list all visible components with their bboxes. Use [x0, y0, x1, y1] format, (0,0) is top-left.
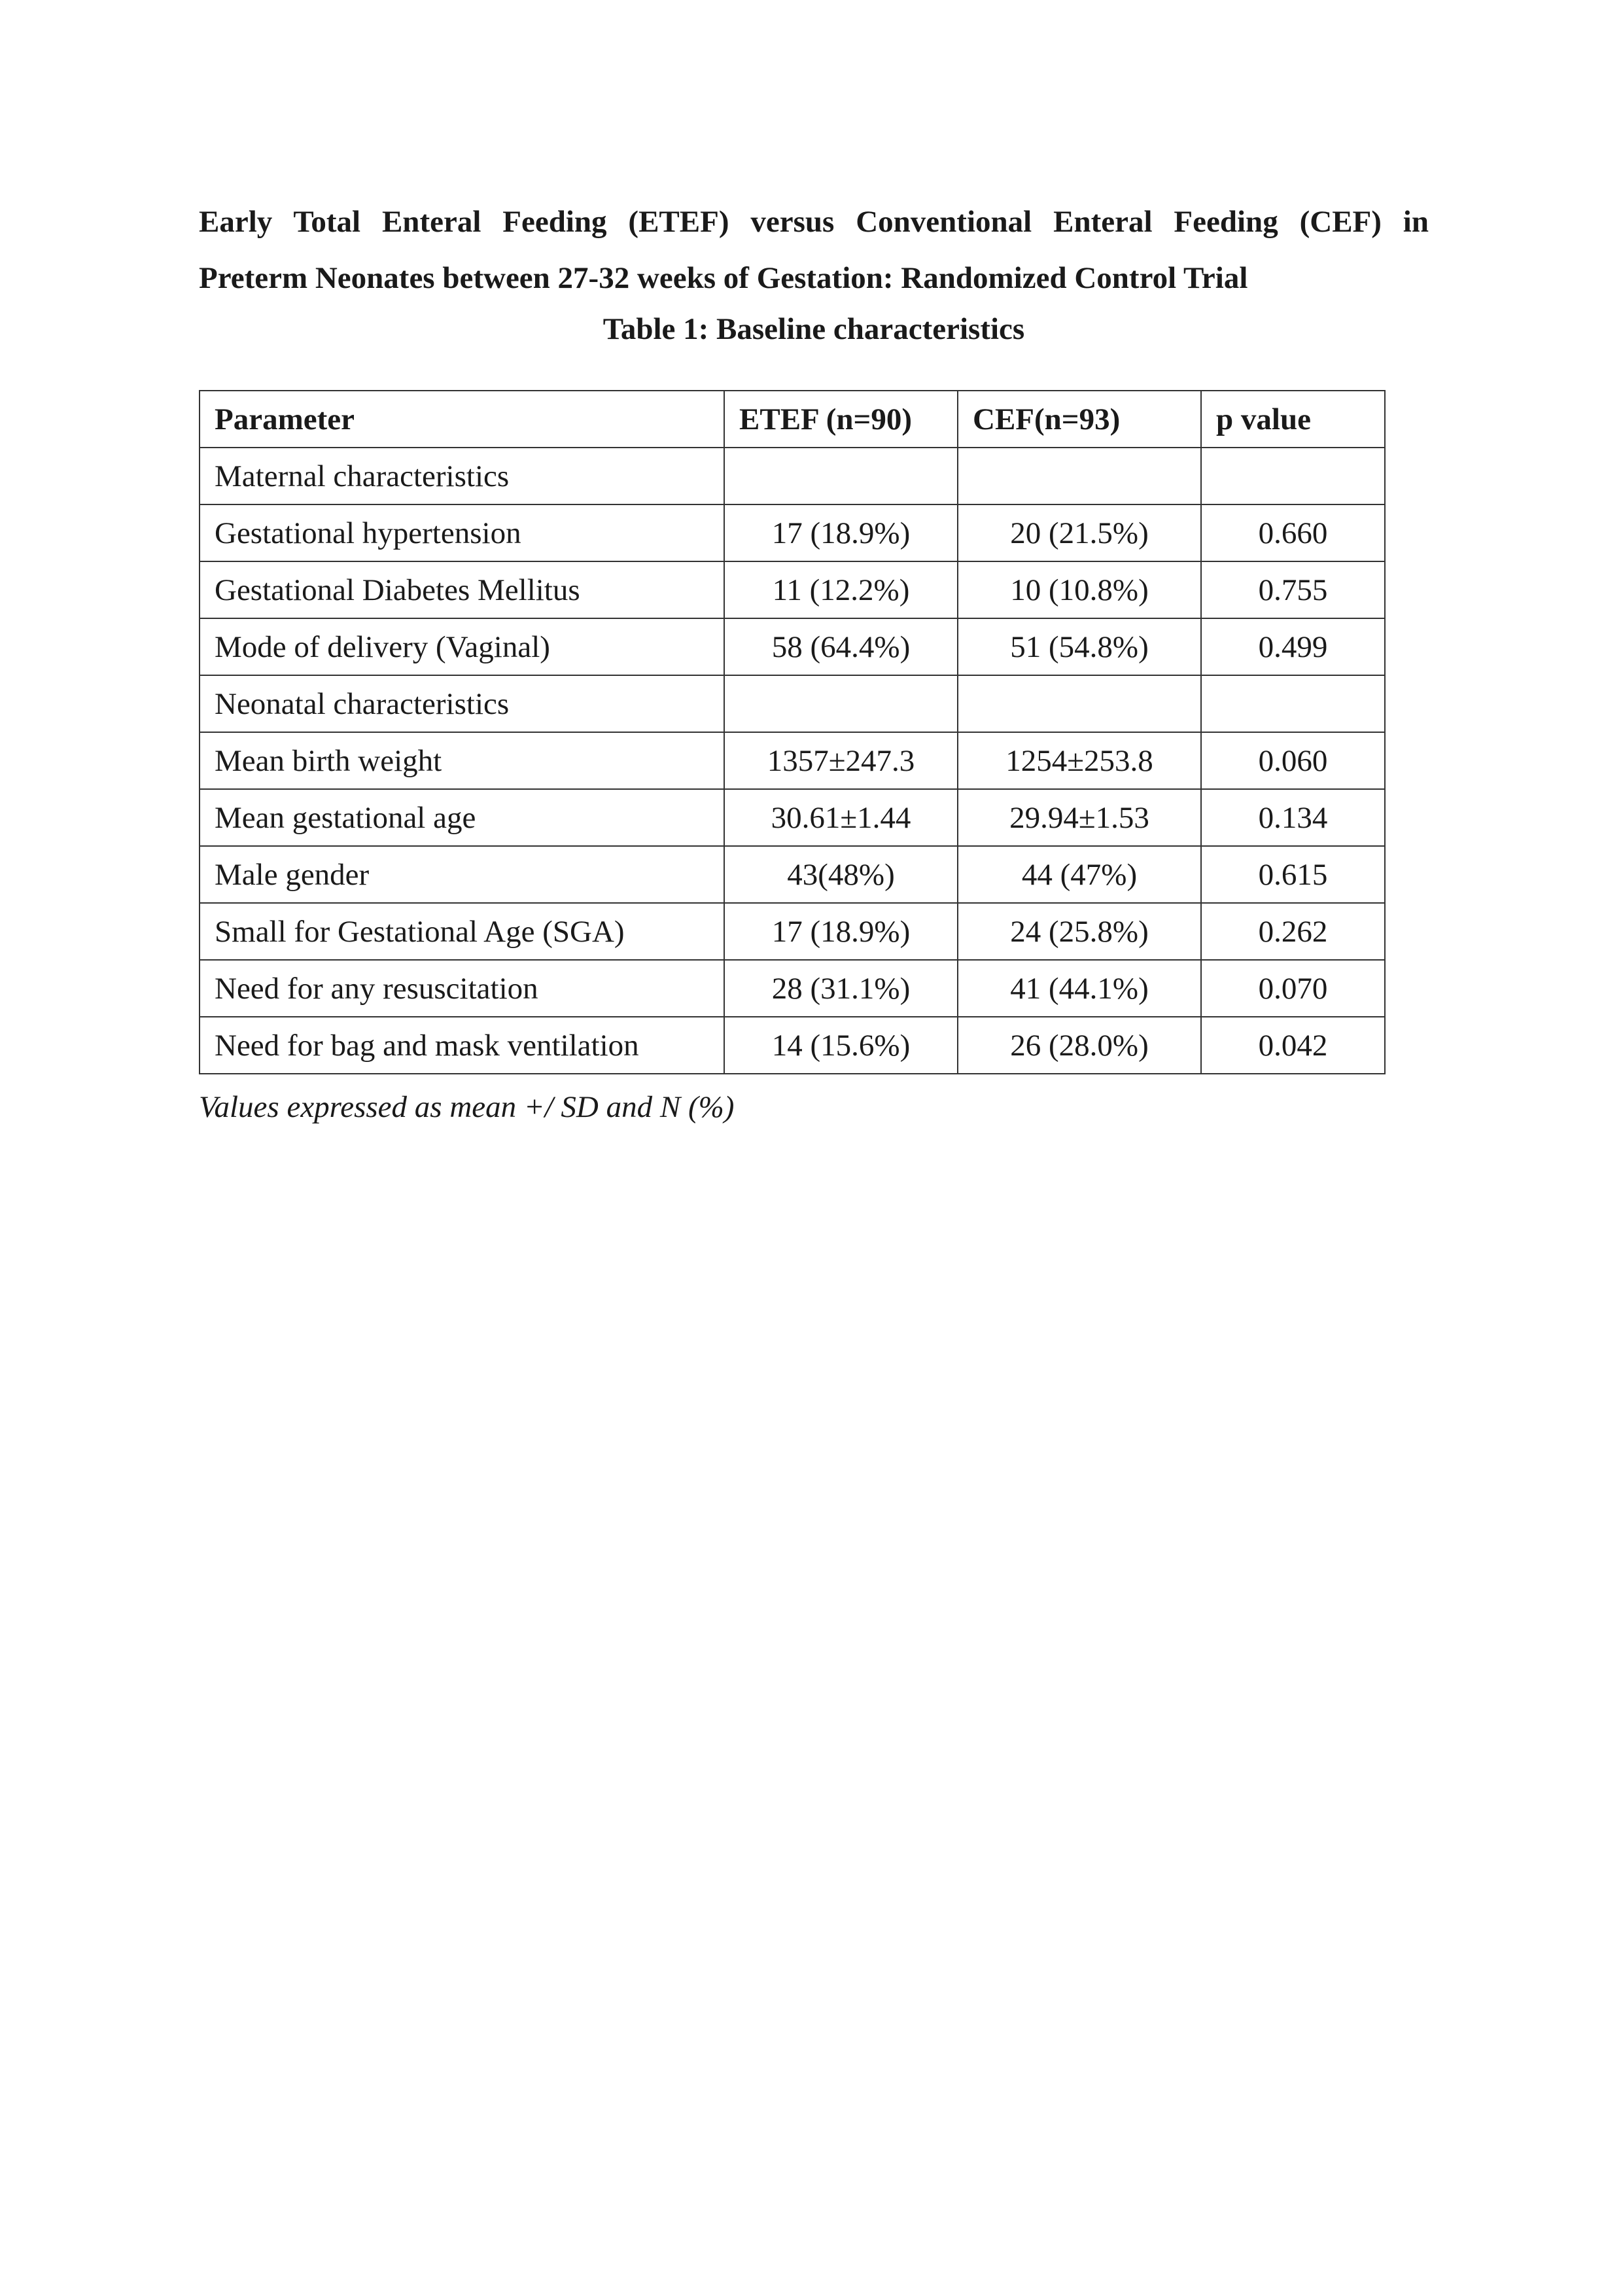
title-line-1: Early Total Enteral Feeding (ETEF) versus Conventional Enteral Feeding (CEF) in	[199, 205, 1429, 239]
p-value: 0.615	[1201, 846, 1385, 903]
table-header-row	[200, 391, 1385, 448]
etef-value: 43(48%)	[724, 846, 958, 903]
etef-value: 17 (18.9%)	[724, 504, 958, 561]
row-label: Male gender	[200, 846, 724, 903]
etef-value: 58 (64.4%)	[724, 618, 958, 675]
cef-value: 26 (28.0%)	[958, 1017, 1201, 1074]
row-label: Small for Gestational Age (SGA)	[200, 903, 724, 960]
header-etef: ETEF (n=90)	[724, 391, 958, 448]
row-label: Mode of delivery (Vaginal)	[200, 618, 724, 675]
p-value	[1201, 675, 1385, 732]
table-footnote: Values expressed as mean +/ SD and N (%)	[199, 1090, 735, 1124]
table-row	[200, 960, 1385, 1017]
cef-value: 1254±253.8	[958, 732, 1201, 789]
row-label: Maternal characteristics	[200, 448, 724, 504]
etef-value: 30.61±1.44	[724, 789, 958, 846]
header-p-value: p value	[1201, 391, 1385, 448]
table-caption: Table 1: Baseline characteristics	[602, 312, 1025, 346]
table-row	[200, 732, 1385, 789]
p-value: 0.755	[1201, 561, 1385, 618]
row-label: Need for bag and mask ventilation	[200, 1017, 724, 1074]
p-value: 0.499	[1201, 618, 1385, 675]
cef-value: 51 (54.8%)	[958, 618, 1201, 675]
row-label: Mean gestational age	[200, 789, 724, 846]
cef-value: 44 (47%)	[958, 846, 1201, 903]
etef-value: 1357±247.3	[724, 732, 958, 789]
cef-value: 24 (25.8%)	[958, 903, 1201, 960]
etef-value: 28 (31.1%)	[724, 960, 958, 1017]
baseline-characteristics-table	[199, 390, 1386, 1074]
cef-value	[958, 675, 1201, 732]
table-row	[200, 618, 1385, 675]
header-parameter: Parameter	[200, 391, 724, 448]
cef-value: 10 (10.8%)	[958, 561, 1201, 618]
etef-value: 17 (18.9%)	[724, 903, 958, 960]
cef-value: 41 (44.1%)	[958, 960, 1201, 1017]
table-row	[200, 448, 1385, 504]
table-row	[200, 1017, 1385, 1074]
p-value: 0.070	[1201, 960, 1385, 1017]
row-label: Mean birth weight	[200, 732, 724, 789]
table-row	[200, 561, 1385, 618]
header-cef: CEF(n=93)	[958, 391, 1201, 448]
p-value: 0.042	[1201, 1017, 1385, 1074]
p-value	[1201, 448, 1385, 504]
cef-value: 29.94±1.53	[958, 789, 1201, 846]
cef-value: 20 (21.5%)	[958, 504, 1201, 561]
p-value: 0.134	[1201, 789, 1385, 846]
table-row	[200, 903, 1385, 960]
etef-value	[724, 448, 958, 504]
table-row	[200, 675, 1385, 732]
title-line-2: Preterm Neonates between 27-32 weeks of Gestation: Randomized Control Trial	[199, 261, 1248, 295]
table-row	[200, 504, 1385, 561]
document-title	[199, 194, 1429, 306]
row-label: Neonatal characteristics	[200, 675, 724, 732]
cef-value	[958, 448, 1201, 504]
p-value: 0.262	[1201, 903, 1385, 960]
table-row	[200, 789, 1385, 846]
p-value: 0.060	[1201, 732, 1385, 789]
table-row	[200, 846, 1385, 903]
row-label: Gestational hypertension	[200, 504, 724, 561]
row-label: Need for any resuscitation	[200, 960, 724, 1017]
row-label: Gestational Diabetes Mellitus	[200, 561, 724, 618]
etef-value: 14 (15.6%)	[724, 1017, 958, 1074]
etef-value	[724, 675, 958, 732]
p-value: 0.660	[1201, 504, 1385, 561]
etef-value: 11 (12.2%)	[724, 561, 958, 618]
